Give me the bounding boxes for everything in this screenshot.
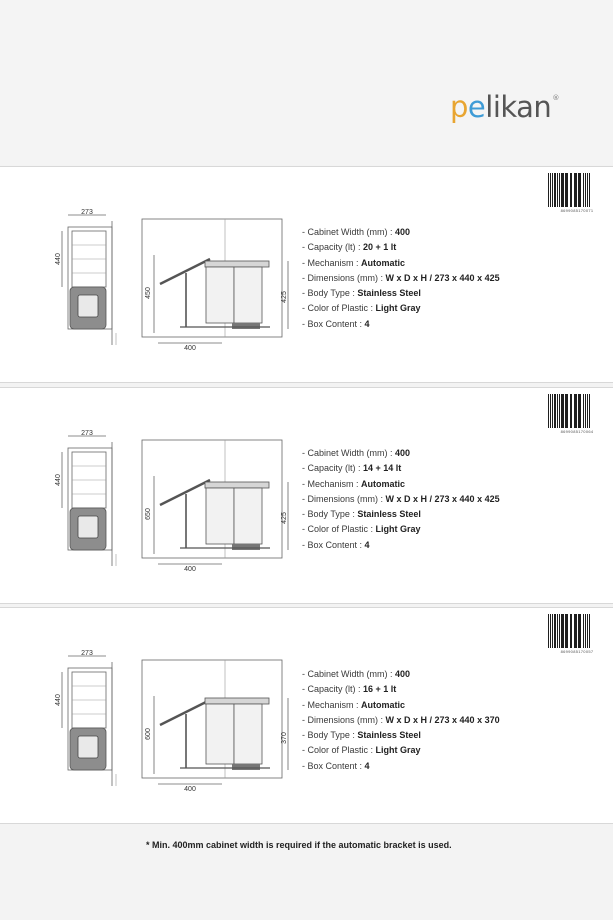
spec-mechanism: - Mechanism : Automatic (302, 699, 406, 710)
spec-cabinet-width: - Cabinet Width (mm) : 400 (302, 669, 411, 679)
barcode-bars (548, 173, 606, 207)
bin-base (232, 544, 260, 550)
spec-capacity: - Capacity (lt) : 16 + 1 lt (302, 684, 397, 695)
barcode (548, 394, 606, 434)
pull-arm (160, 480, 210, 505)
top-view-bin-lid (78, 295, 98, 317)
spec-body-type: - Body Type : Stainless Steel (302, 509, 421, 520)
product-drawing-3 (0, 608, 300, 823)
footnote: * Min. 400mm cabinet width is required if the automatic bracket is used. (146, 840, 452, 850)
spec-body-type: - Body Type : Stainless Steel (302, 730, 421, 741)
bin-left (206, 488, 234, 544)
spec-plastic-color: - Color of Plastic : Light Gray (302, 524, 421, 535)
spec-body-type: - Body Type : Stainless Steel (302, 288, 421, 299)
bin-left (206, 704, 234, 764)
dim-top-width: 273 (81, 650, 93, 657)
spec-dimensions: - Dimensions (mm) : W x D x H / 273 x 440 x 425 (302, 493, 500, 504)
spec-list (302, 446, 500, 553)
bin-lid (205, 482, 269, 488)
bin-right (234, 488, 262, 544)
product-panel-1 (0, 166, 613, 383)
spec-capacity: - Capacity (lt) : 14 + 14 lt (302, 463, 402, 474)
dim-bin-height: 425 (281, 512, 288, 524)
spec-cabinet-width: - Cabinet Width (mm) : 400 (302, 227, 411, 237)
spec-capacity: - Capacity (lt) : 20 + 1 lt (302, 242, 397, 253)
product-panel-2 (0, 387, 613, 604)
page-header (0, 0, 613, 165)
spec-box-content: - Box Content : 4 (302, 760, 370, 771)
pull-arm (160, 259, 210, 284)
bin-base (232, 764, 260, 770)
dim-top-depth: 440 (55, 694, 62, 706)
spec-dimensions: - Dimensions (mm) : W x D x H / 273 x 440 x 370 (302, 714, 500, 725)
spec-plastic-color: - Color of Plastic : Light Gray (302, 303, 421, 314)
bin-right (234, 704, 262, 764)
barcode-number: 8699085170057 (560, 649, 594, 654)
product-drawing-2 (0, 388, 300, 603)
spec-plastic-color: - Color of Plastic : Light Gray (302, 745, 421, 756)
spec-cabinet-width: - Cabinet Width (mm) : 400 (302, 448, 411, 458)
dim-bin-height: 425 (281, 291, 288, 303)
dim-height: 600 (145, 728, 152, 740)
dim-height: 450 (145, 287, 152, 299)
barcode-number: 8699085170071 (560, 208, 594, 213)
dim-top-depth: 440 (55, 474, 62, 486)
dim-bin-height: 370 (281, 732, 288, 744)
bin-lid (205, 261, 269, 267)
barcode-number: 8699085170064 (560, 429, 594, 434)
bin-base (232, 323, 260, 329)
barcode (548, 614, 606, 654)
top-view-bin-lid (78, 736, 98, 758)
dim-cabinet-width: 400 (184, 786, 196, 793)
bin-left (206, 267, 234, 323)
spec-box-content: - Box Content : 4 (302, 318, 370, 329)
dim-top-depth: 440 (55, 253, 62, 265)
spec-mechanism: - Mechanism : Automatic (302, 257, 406, 268)
dim-height: 650 (145, 508, 152, 520)
barcode-bars (548, 614, 606, 648)
bin-lid (205, 698, 269, 704)
bin-right (234, 267, 262, 323)
dim-cabinet-width: 400 (184, 566, 196, 573)
dim-top-width: 273 (81, 209, 93, 216)
barcode-bars (548, 394, 606, 428)
barcode (548, 173, 606, 213)
spec-box-content: - Box Content : 4 (302, 539, 370, 550)
spec-dimensions: - Dimensions (mm) : W x D x H / 273 x 440 x 425 (302, 272, 500, 283)
spec-list (302, 667, 500, 774)
spec-mechanism: - Mechanism : Automatic (302, 478, 406, 489)
spec-list (302, 225, 500, 332)
dim-cabinet-width: 400 (184, 345, 196, 352)
product-drawing-1 (0, 167, 300, 382)
dim-top-width: 273 (81, 430, 93, 437)
pelikan-logo: pelikan® (450, 90, 559, 124)
product-panel-3 (0, 607, 613, 824)
pull-arm (160, 700, 210, 725)
top-view-bin-lid (78, 516, 98, 538)
